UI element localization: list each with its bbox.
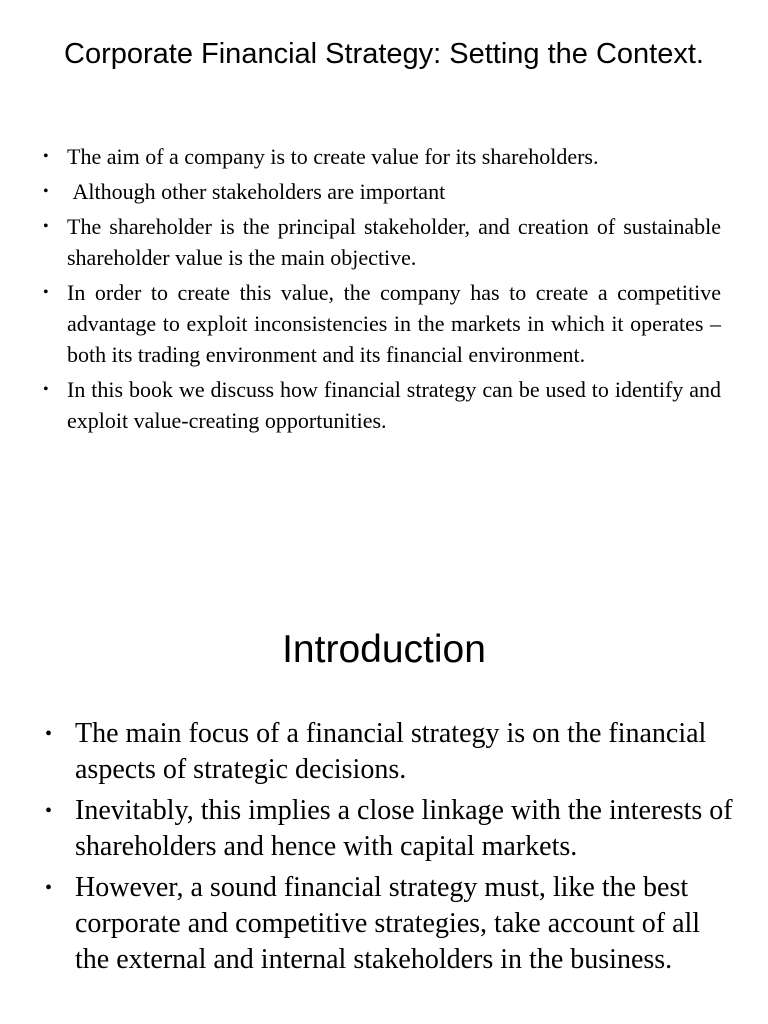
bullet-text: However, a sound financial strategy must, like the best corporate and competitive strategies, take account of all the external and internal stakeholders in the business. (75, 872, 701, 975)
bullet-icon: • (43, 183, 49, 200)
bullet-text: The shareholder is the principal stakeholder, and creation of sustainable shareholder value is the main objective. (67, 214, 721, 270)
bullet-icon: • (45, 800, 53, 822)
bullet-item (43, 211, 721, 273)
slide2-bullet-list (45, 716, 735, 983)
bullet-item (45, 793, 735, 865)
bullet-text: The aim of a company is to create value for its shareholders. (67, 144, 599, 169)
bullet-item (43, 277, 721, 370)
bullet-icon: • (45, 877, 53, 899)
slide-title-introduction: Introduction (282, 628, 486, 671)
bullet-icon: • (43, 381, 49, 398)
slide1-bullet-list (43, 141, 721, 440)
bullet-icon: • (43, 148, 49, 165)
bullet-icon: • (43, 218, 49, 235)
bullet-icon: • (43, 284, 49, 301)
bullet-item (45, 716, 735, 788)
slide-title-corporate-financial-strategy: Corporate Financial Strategy: Setting the Context. (64, 38, 704, 70)
bullet-icon: • (45, 723, 53, 745)
bullet-text: In order to create this value, the company has to create a competitive advantage to exploit inconsistencies in the markets in which it operates – both its trading environment and its financial environment. (67, 280, 721, 367)
bullet-item (45, 870, 735, 978)
bullet-text: The main focus of a financial strategy is on the financial aspects of strategic decisions. (75, 718, 707, 785)
bullet-text: Although other stakeholders are important (67, 179, 446, 204)
bullet-text: Inevitably, this implies a close linkage with the interests of shareholders and hence with capital markets. (75, 795, 733, 862)
bullet-item (43, 176, 721, 207)
bullet-item (43, 141, 721, 172)
bullet-text: In this book we discuss how financial strategy can be used to identify and exploit value-creating opportunities. (67, 377, 721, 433)
bullet-item (43, 374, 721, 436)
